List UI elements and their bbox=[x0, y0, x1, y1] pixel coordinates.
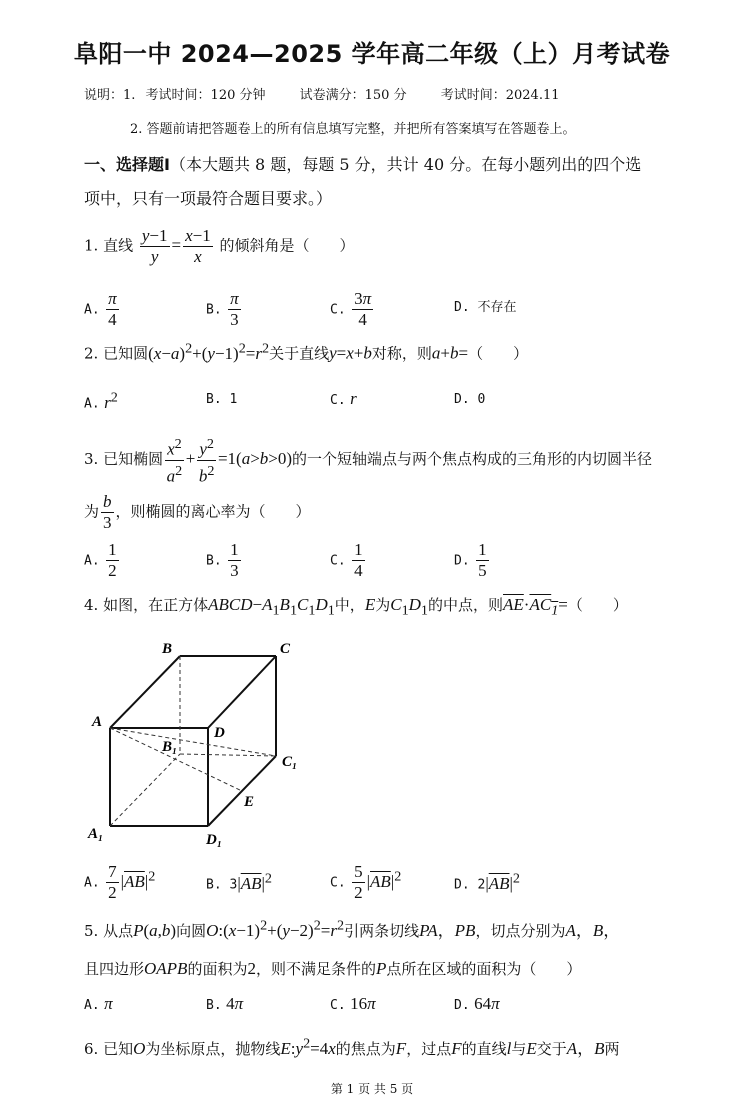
q5-option-c[interactable]: C. 16π bbox=[330, 994, 376, 1013]
q5-option-a[interactable]: A. π bbox=[84, 994, 113, 1013]
question-5-line2: 且四边形OAPB的面积为2，则不满足条件的P点所在区域的面积为（ ） bbox=[84, 959, 582, 978]
instructions-line2: 2. 答题前请把答题卷上的所有信息填写完整，并把所有答案填写在答题卷上。 bbox=[130, 122, 576, 137]
q1-option-b[interactable]: B. $\frac{\pi}{3}$ bbox=[206, 289, 239, 329]
q4-option-d[interactable]: D. $2|\overline{AB}|^2$ bbox=[454, 870, 520, 893]
question-5: 5. 从点P(a,b)向圆$O:(x-1)^2+(y-2)^2=r^2$引两条切线PA，PB，切点分别为A，B， bbox=[84, 917, 621, 940]
section-title: 一、选择题Ⅰ bbox=[84, 155, 170, 174]
q1-option-c[interactable]: C. $\frac{3\pi}{4}$ bbox=[330, 289, 372, 329]
section-desc-2: 项中，只有一项最符合题目要求。） bbox=[84, 189, 333, 208]
q1-prefix: 1. 直线 bbox=[84, 236, 134, 255]
q3-option-b[interactable]: B. $\frac{1}{3}$ bbox=[206, 540, 239, 580]
q2-option-c[interactable]: C. r bbox=[330, 389, 357, 408]
q1-option-a[interactable]: A. $\frac{\pi}{4}$ bbox=[84, 289, 117, 329]
q5-option-d[interactable]: D. 64π bbox=[454, 994, 500, 1013]
q2-option-d[interactable]: D. 0 bbox=[454, 392, 486, 407]
label-A1: A₁ bbox=[88, 826, 104, 842]
q4-option-c[interactable]: C. $\frac{5}{2}$ $|\overline{AB}|^2$ bbox=[330, 862, 402, 902]
q5-option-b[interactable]: B. 4π bbox=[206, 994, 244, 1013]
instruction-prefix: 说明：1. bbox=[84, 88, 136, 103]
exam-time-label: 考试时间：120 分钟 bbox=[145, 88, 266, 103]
label-E: E bbox=[244, 794, 255, 810]
cube-figure bbox=[84, 636, 314, 852]
full-score-label: 试卷满分：150 分 bbox=[299, 88, 407, 103]
q3-option-c[interactable]: C. $\frac{1}{4}$ bbox=[330, 540, 363, 580]
q1-frac-right: $\frac{x-1}{x}$ bbox=[185, 226, 211, 266]
q1-frac-left: $\frac{y-1}{y}$ bbox=[141, 226, 168, 266]
page-title: 阜阳一中 2024—2025 学年高二年级（上）月考试卷 bbox=[73, 40, 671, 68]
question-4: 4. 如图，在正方体$ABCD-A_1B_1C_1D_1$中，E为$C_1D_1$的中点，则$\overline{AE}\cdot AC_1=$（ ） bbox=[84, 595, 628, 619]
question-3: 3. 已知椭圆 $\frac{x^2}{a^2}$ + $\frac{y^2}{b^2}$ =1(a>b>0)的一个短轴端点与两个焦点构成的三角形的内切圆半径 bbox=[84, 436, 653, 486]
question-2: 2. 已知圆$(x-a)^2+(y-1)^2=r^2$关于直线y=x+b对称，则a+b=（ ） bbox=[84, 340, 529, 363]
exam-date-label: 考试时间：2024.11 bbox=[440, 88, 560, 103]
q3-option-a[interactable]: A. $\frac{1}{2}$ bbox=[84, 540, 117, 580]
label-C1: C₁ bbox=[282, 754, 298, 770]
section-desc-1: （本大题共 8 题，每题 5 分，共计 40 分。在每小题列出的四个选 bbox=[169, 155, 642, 174]
q2-option-a[interactable]: A. $r^2$ bbox=[84, 389, 118, 412]
label-D: D bbox=[214, 725, 225, 741]
q3-option-d[interactable]: D. $\frac{1}{5}$ bbox=[454, 540, 487, 580]
label-B: B bbox=[162, 641, 173, 657]
question-3-line2: 为 $\frac{b}{3}$ ，则椭圆的离心率为（ ） bbox=[84, 492, 311, 532]
label-A: A bbox=[92, 714, 103, 730]
question-6: 6. 已知O为坐标原点，抛物线$E:y^2=4x$的焦点为F，过点F的直线l与E交于A，B两 bbox=[84, 1035, 620, 1058]
label-C: C bbox=[280, 641, 291, 657]
instructions-line1 bbox=[84, 84, 560, 103]
q1-option-d[interactable]: D. 不存在 bbox=[454, 300, 517, 315]
q2-option-b[interactable]: B. 1 bbox=[206, 392, 238, 407]
section-heading bbox=[84, 152, 641, 175]
label-D1: D₁ bbox=[206, 832, 223, 848]
q1-suffix: 的倾斜角是（ ） bbox=[219, 236, 355, 255]
page-footer: 第 1 页 共 5 页 bbox=[330, 1082, 414, 1096]
q4-option-b[interactable]: B. $3|\overline{AB}|^2$ bbox=[206, 870, 272, 893]
question-1: 1. 直线 $\frac{y-1}{y}$ = $\frac{x-1}{x}$ 的倾斜角是（ ） bbox=[84, 226, 355, 266]
q4-option-a[interactable]: A. $\frac{7}{2}$ $|\overline{AB}|^2$ bbox=[84, 862, 156, 902]
label-B1: B₁ bbox=[162, 739, 178, 755]
